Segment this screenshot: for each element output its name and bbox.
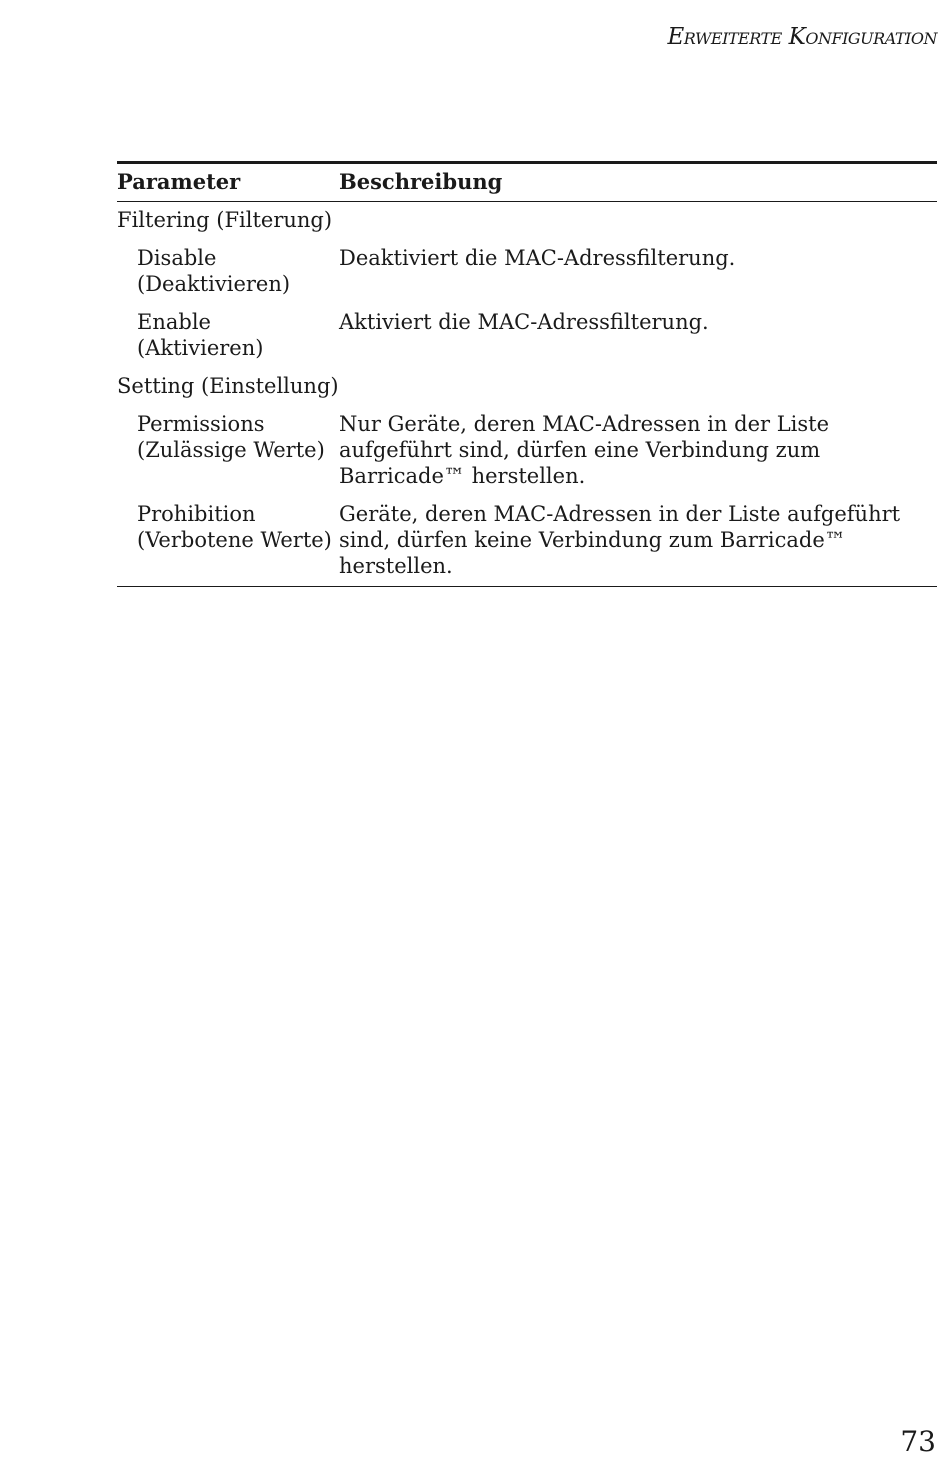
parameter-table-container [117,161,937,587]
parameter-cell: Setting (Einstellung) [117,374,339,398]
table-row [117,309,937,373]
column-header-description: Beschreibung [339,169,503,194]
table-row [117,501,937,587]
parameter-cell: Enable (Aktivieren) [137,310,264,360]
parameter-cell: Prohibition (Verbotene Werte) [117,501,339,587]
parameter-cell: Permissions (Zulässige Werte) [137,412,325,462]
description-cell: Nur Geräte, deren MAC-Adressen in der Liste aufgeführt sind, dürfen eine Verbindung zum Barricade™ herstellen. [339,412,830,488]
table-row [117,373,937,411]
column-header-parameter: Parameter [117,169,241,194]
description-cell: Aktiviert die MAC-Adressfilterung. [339,310,709,334]
parameter-cell: Disable (Deaktivieren) [137,246,291,296]
table-header-row [117,163,937,202]
parameter-cell: Filtering (Filterung) [117,208,333,232]
table-row [117,245,937,309]
running-header: Erweiterte Konfiguration [667,24,937,50]
parameter-table [117,161,937,587]
table-row [117,411,937,501]
description-cell [339,202,937,246]
table-row [117,202,937,246]
description-cell: Deaktiviert die MAC-Adressfilterung. [339,246,736,270]
description-cell: Geräte, deren MAC-Adressen in der Liste aufgeführt sind, dürfen keine Verbindung zum Barricade™ herstellen. [339,501,937,587]
page-number: 73 [900,1425,936,1458]
description-cell [339,373,937,411]
